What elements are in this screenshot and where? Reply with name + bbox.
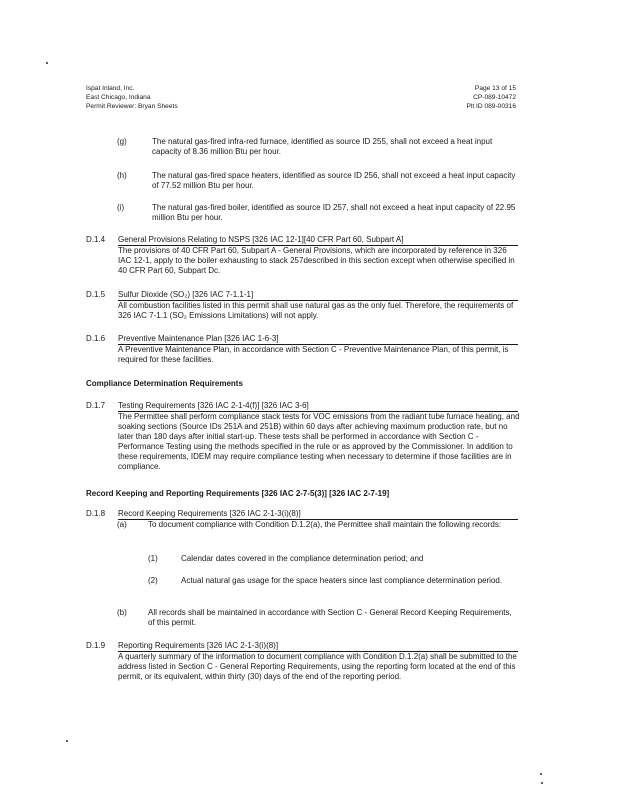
- header-page-number: Page 13 of 15: [474, 85, 516, 92]
- section-text: The Permittee shall perform compliance stack tests for VOC emissions from the radiant tube furnace heating, and soaking sections (Source IDs 251A and 251B) within 60 days after achieving maximum production rate, but no later than 180 days after initial start-up. These tests shall be performed in accordance with Section C - Performance Testing using the methods specified in the rule or as approved by the Commissioner. In addition to these requirements, IDEM may require compliance testing when necessary to determine if those facilities are in compliance.: [118, 412, 520, 471]
- section-text: A Preventive Maintenance Plan, in accordance with Section C - Preventive Maintenance Plan, of this permit, is required for these facilities.: [118, 345, 509, 364]
- facility-item-text: The natural gas-fired infra-red furnace, identified as source ID 255, shall not exceed a heat input capacity of 8.36 million Btu per hour.: [152, 137, 493, 156]
- record-item-text: To document compliance with Condition D.1.2(a), the Permittee shall maintain the following records:: [148, 520, 502, 529]
- facility-item-label: (h): [117, 171, 127, 180]
- scan-speck: [540, 773, 542, 775]
- section-number: D.1.6: [86, 334, 106, 343]
- header-plant-id: Plt ID 089-00316: [466, 103, 516, 110]
- record-heading: Record Keeping and Reporting Requirements [326 IAC 2-7-5(3)] [326 IAC 2-7-19]: [86, 489, 390, 498]
- section-title: Record Keeping Requirements [326 IAC 2-1-3(i)(8)]: [118, 509, 518, 520]
- section-title: Preventive Maintenance Plan [326 IAC 1-6-3]: [118, 334, 518, 345]
- facility-item-label: (g): [117, 137, 127, 146]
- scan-speck: [541, 782, 543, 784]
- section-number: D.1.9: [86, 641, 106, 650]
- header-left: [86, 84, 178, 111]
- header-location: East Chicago, Indiana: [86, 94, 151, 101]
- header-right: [467, 84, 517, 111]
- section-text: A quarterly summary of the information to document compliance with Condition D.1.2(a) shall be submitted to the address listed in Section C - General Reporting Requirements, using the reporting form located at the end of this permit, or its equivalent, within thirty (30) days of the end of the reporting period.: [118, 652, 517, 681]
- header-reviewer: Permit Reviewer: Bryan Sheets: [86, 103, 178, 110]
- record-item-label: (b): [117, 608, 127, 617]
- section-text: All combustion facilities listed in this permit shall use natural gas as the only fuel. Therefore, the requirements of 326 IAC 7-1.1 (SO₂ Emissions Limitations) will not apply.: [118, 301, 514, 320]
- facility-item-text: The natural gas-fired space heaters, identified as source ID 256, shall not exceed a heat input capacity of 77.52 million Btu per hour.: [152, 171, 516, 190]
- section-number: D.1.4: [86, 235, 106, 244]
- record-subitem-label: (2): [148, 576, 158, 585]
- section-title: Testing Requirements [326 IAC 2-1-4(f)] [326 IAC 3-6]: [118, 401, 518, 412]
- scan-speck: [46, 62, 48, 64]
- record-subitem-text: Calendar dates covered in the compliance determination period; and: [181, 554, 424, 563]
- section-title: Sulfur Dioxide (SO₂) [326 IAC 7-1.1-1]: [118, 290, 518, 301]
- section-text: The provisions of 40 CFR Part 60, Subpart A - General Provisions, which are incorporated by reference in 326 IAC 12-1, apply to the boiler exhausting to stack 257described in this section except when otherwise specified in 40 CFR Part 60, Subpart Dc.: [118, 246, 515, 275]
- section-title: General Provisions Relating to NSPS [326 IAC 12-1][40 CFR Part 60, Subpart A]: [118, 235, 518, 246]
- record-subitem-label: (1): [148, 554, 158, 563]
- section-number: D.1.7: [86, 401, 106, 410]
- record-item-text: All records shall be maintained in accordance with Section C - General Record Keeping Requirements, of this permit.: [148, 608, 512, 627]
- record-item-label: (a): [117, 520, 127, 529]
- record-subitem-text: Actual natural gas usage for the space heaters since last compliance determination period.: [181, 576, 503, 585]
- header-company: Ispat Inland, Inc.: [86, 85, 135, 92]
- section-title: Reporting Requirements [326 IAC 2-1-3(i)(8)]: [118, 641, 518, 652]
- section-number: D.1.8: [86, 509, 106, 518]
- header-permit-number: CP-089-10472: [473, 94, 516, 101]
- scan-speck: [66, 740, 68, 742]
- compliance-heading: Compliance Determination Requirements: [86, 379, 243, 388]
- section-number: D.1.5: [86, 290, 106, 299]
- facility-item-label: (i): [117, 203, 125, 212]
- facility-item-text: The natural gas-fired boiler, identified as source ID 257, shall not exceed a heat input capacity of 22.95 million Btu per hour.: [152, 203, 516, 222]
